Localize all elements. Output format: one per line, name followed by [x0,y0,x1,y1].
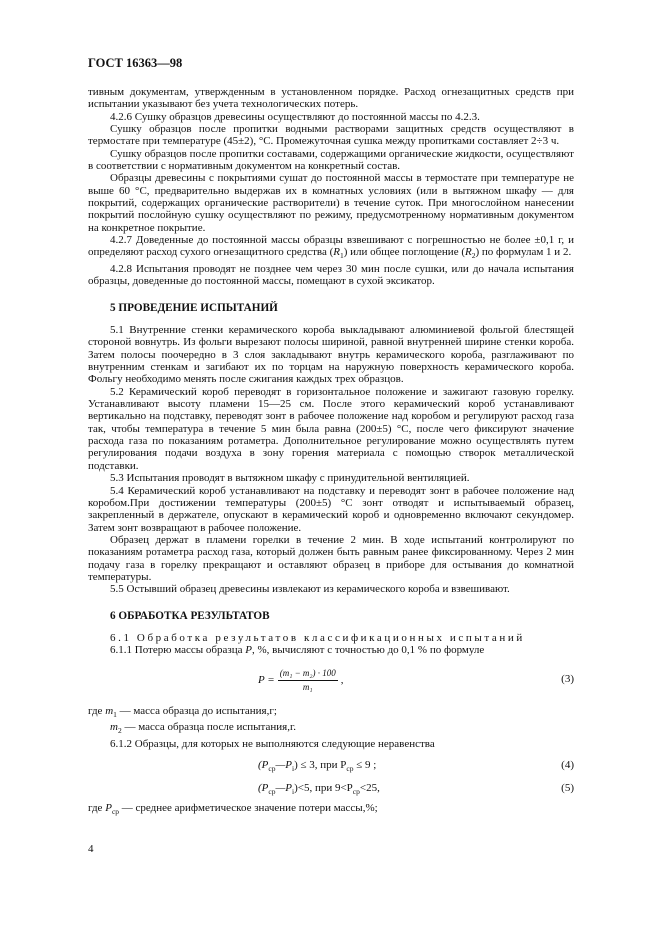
inequality-5 [88,782,574,796]
text: —P [275,759,292,772]
var: P [245,644,252,657]
text: — масса образца после испытания,г. [121,721,296,734]
sub: ср [268,764,276,774]
numerator: (m₁ − m₂) · 100 [278,667,338,681]
where-m1 [88,705,574,722]
formula-number: (4) [561,759,574,772]
text: ≤ 9 ; [353,759,377,772]
sub: i [291,764,295,774]
sub: ср [111,807,120,817]
document-header: ГОСТ 16363—98 [88,56,183,70]
paragraph-5-4: 5.4 Керамический короб устанавливают на подставку и переводят зонт в рабочее положение над коробом.При достижении температуры (200±5) °С зонт отводят и испытываемый образец, закрепленный в держателе, опускают в керамический короб и одновременно включают секундомер. Затем зонт возвращают в рабочее положение. [88,484,574,534]
paragraph-6-1-1 [88,644,574,656]
paragraph-4-2-7 [88,234,574,263]
sub: 1 [339,251,344,261]
where-m2 [88,721,574,738]
formula-number: (3) [561,672,574,685]
document-body [88,86,574,819]
var: m [105,704,114,717]
section-heading-6: 6 ОБРАБОТКА РЕЗУЛЬТАТОВ [110,609,270,622]
inequality-4 [88,759,574,773]
sub: 2 [471,251,476,261]
paragraph: Сушку образцов после пропитки составами, содержащими органические жидкости, осуществляют в соответствии с нормативным документом на конкретный состав. [88,147,574,173]
var: R [465,246,472,259]
paragraph-5-5: 5.5 Остывший образец древесины извлекают из керамического короба и взвешивают. [110,583,510,596]
where-pcp [88,802,574,819]
paragraph-5-2: 5.2 Керамический короб переводят в горизонтальное положение и зажигают газовую горелку. Устанавливают высоту пламени 15—25 см. После этого керамический короб устанавливают вертикально на подставку, переводят зонт в рабочее положение над коробом и регулируют расход газа так, чтобы температура в течение 5 мин была равна (200±5) °С, после чего фиксируют значение расхода газа по показаниям ротаметра. Дополнительное регулирование можно осуществлять путем регулирования подачи воздуха в зону горения материала с помощью створок металлической подставки. [88,385,574,472]
text: — масса образца до испытания,г; [116,704,277,717]
formula-3 [88,665,574,699]
text: где [88,704,106,717]
text: , %, вычисляют с точностью до 0,1 % по формуле [251,644,485,657]
formula-number: (5) [561,782,574,795]
text: (P [258,782,269,795]
paragraph-5-3: 5.3 Испытания проводят в вытяжном шкафу с принудительной вентиляцией. [110,472,470,485]
text: 6.1.1 Потерю массы образца [110,644,246,657]
sub: i [291,787,295,797]
fraction [278,667,338,694]
text: ) или общее поглощение ( [343,246,465,259]
text: где [88,802,106,815]
denominator: m₁ [302,681,313,692]
paragraph: Образцы древесины с покрытиями сушат до постоянной массы в термостате при температуре не выше 60 °С, предварительно выдержав их в комнатных условиях (или в вытяжном шкафу — для покрытий, содержащих органические растворители) в течение суток. При многослойном нанесении покрытий послойную сушку осуществляют по режиму, предусмотренному нормативным документом на конкретное покрытие. [88,172,574,234]
var: P [105,802,112,815]
text: ) по формулам 1 и 2. [475,246,572,259]
paragraph: Образец держат в пламени горелки в течение 2 мин. В ходе испытаний контролируют по показаниям ротаметра расход газа, который должен быть равным ранее фиксированному. Через 2 мин подачу газа в горелку прекращают и оставляют образец в приборе для остывания до комнатной температуры. [88,533,574,583]
section-heading-5: 5 ПРОВЕДЕНИЕ ИСПЫТАНИЙ [110,301,278,314]
paragraph-4-2-8: 4.2.8 Испытания проводят не позднее чем через 30 мин после сушки, или до начала испытания образцы, доведенные до постоянной массы, помещают в сухой эксикатор. [88,263,574,288]
paragraph-6-1-2: 6.1.2 Образцы, для которых не выполняются следующие неравенства [110,737,435,750]
text: —P [275,782,292,795]
paragraph-4-2-6: 4.2.6 Сушку образцов древесины осуществляют до постоянной массы по 4.2.3. [110,110,480,123]
page-number: 4 [88,843,94,855]
text: )<5, при 9<P [294,782,353,795]
formula-lhs: P = [258,673,275,686]
var: m [110,721,118,734]
text: <25, [359,782,380,795]
sub: 1 [113,709,117,719]
text: 4.2.7 Доведенные до постоянной массы образцы взвешивают с погрешностью не более ±0,1 г, и определяют расход сухого огнезащитного средства ( [88,234,574,259]
text: — среднее арифметическое значение потери массы,%; [119,802,378,815]
paragraph: Сушку образцов после пропитки водными растворами защитных средств осуществляют в термостате при температуре (45±2), °С. Промежуточная сушка между пропитками составляет 2÷3 ч. [88,123,574,148]
paragraph-5-1: 5.1 Внутренние стенки керамического короба выкладывают алюминиевой фольгой блестящей стороной вовнутрь. Из фольги вырезают полосы шириной, равной внутренней ширине стенки короба. Затем полосы поочередно в 3 слоя закладывают внутрь керамического короба, разглаживают по внутренним стенкам и загибают их по торцам на наружную поверхность керамического короба. Фольгу необходимо менять после сжигания каждых трех образцов. [88,324,574,386]
sub: ср [346,764,354,774]
text: ) ≤ 3, при P [294,759,347,772]
sub: 2 [117,726,122,736]
var: R [333,246,340,259]
sub: ср [352,787,360,797]
subsection-6-1: 6.1 Обработка результатов классификационных испытаний [110,631,525,644]
formula-tail: , [340,673,344,686]
paragraph: тивным документам, утвержденным в установленном порядке. Расход огнезащитных средств при испытании указывают без учета технологических потерь. [88,86,574,111]
sub: ср [268,787,276,797]
text: (P [258,759,269,772]
